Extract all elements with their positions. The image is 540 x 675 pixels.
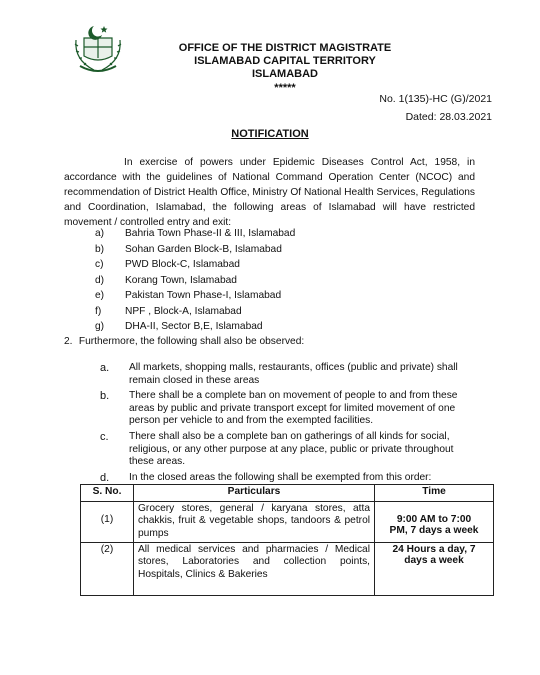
- list-item: [95, 257, 295, 273]
- list-letter: f): [95, 305, 102, 317]
- observation-text: All markets, shopping malls, restaurants, offices (public and private) shall remain closed in these areas: [129, 362, 458, 386]
- exemptions-table: [80, 484, 494, 596]
- cell-time: [375, 543, 494, 596]
- time-line-1: 24 Hours a day, 7: [392, 544, 476, 555]
- area-name: Sohan Garden Block-B, Islamabad: [125, 243, 282, 255]
- table-header-row: [81, 485, 494, 502]
- list-letter: c.: [100, 430, 109, 443]
- list-letter: d.: [100, 471, 110, 484]
- table-row: [81, 543, 494, 596]
- table-row: [81, 502, 494, 543]
- area-name: Korang Town, Islamabad: [125, 274, 237, 286]
- restricted-areas-list: [95, 226, 295, 335]
- office-city: ISLAMABAD: [252, 68, 318, 80]
- observation-text: There shall be a complete ban on movement of people to and from these areas by public and private transport except for limited movement of one person per vehicle to and from the exempted facilities.: [129, 390, 458, 427]
- cell-sno: (1): [81, 502, 134, 543]
- time-line-2: days a week: [404, 555, 464, 566]
- list-letter: b.: [100, 390, 110, 403]
- list-letter: a.: [100, 362, 110, 374]
- list-item: [95, 242, 295, 258]
- cell-particulars: Grocery stores, general / karyana stores, atta chakkis, fruit & vegetable shops, tandoors & petrol pumps: [134, 502, 375, 543]
- list-item: [100, 362, 475, 387]
- observation-text: In the closed areas the following shall be exempted from this order:: [129, 471, 432, 483]
- list-letter: d): [95, 274, 105, 286]
- paragraph-number: 2.: [64, 336, 73, 347]
- list-item: [95, 319, 295, 335]
- list-item: [95, 304, 295, 320]
- list-letter: b): [95, 243, 105, 255]
- header-stars: *****: [274, 82, 296, 94]
- time-line-2: PM, 7 days a week: [389, 525, 479, 536]
- notification-date: Dated: 28.03.2021: [405, 111, 492, 123]
- column-header-sno: S. No.: [81, 485, 134, 502]
- paragraph-2: [64, 336, 304, 347]
- area-name: Pakistan Town Phase-I, Islamabad: [125, 290, 282, 301]
- list-item: [95, 226, 295, 242]
- list-letter: c): [95, 259, 104, 270]
- reference-number: No. 1(135)-HC (G)/2021: [379, 93, 492, 105]
- list-letter: g): [95, 321, 105, 332]
- list-item: [95, 273, 295, 289]
- list-item: [95, 288, 295, 304]
- time-line-1: 9:00 AM to 7:00: [396, 514, 472, 525]
- intro-paragraph: In exercise of powers under Epidemic Diseases Control Act, 1958, in accordance with the guidelines of National Command Operation Center (NCOC) and recommendation of District Health Office, Ministry Of National Health Services, Regulations and Coordination, Islamabad, the following areas of Islamabad will have restricted movement / controlled entry and exit:: [64, 157, 475, 229]
- observation-text: There shall also be a complete ban on gatherings of all kinds for social, religious, or any other purpose at any place, public or private throughout these areas.: [129, 430, 454, 468]
- area-name: DHA-II, Sector B,E, Islamabad: [125, 321, 263, 332]
- cell-particulars: All medical services and pharmacies / Medical stores, Laboratories and collection points, Hospitals, Clinics & Bakeries: [134, 543, 375, 596]
- list-item: [100, 431, 475, 469]
- column-header-time: Time: [375, 485, 494, 502]
- list-letter: e): [95, 290, 105, 301]
- area-name: PWD Block-C, Islamabad: [125, 259, 240, 270]
- list-letter: a): [95, 228, 105, 239]
- area-name: NPF , Block-A, Islamabad: [125, 305, 242, 317]
- column-header-particulars: Particulars: [134, 485, 375, 502]
- cell-sno: (2): [81, 543, 134, 596]
- notification-heading: NOTIFICATION: [231, 128, 309, 140]
- office-title: OFFICE OF THE DISTRICT MAGISTRATE: [178, 42, 392, 54]
- area-name: Bahria Town Phase-II & III, Islamabad: [125, 228, 296, 239]
- cell-time: [375, 502, 494, 543]
- office-territory: ISLAMABAD CAPITAL TERRITORY: [194, 55, 376, 67]
- paragraph-2-text: Furthermore, the following shall also be observed:: [78, 336, 305, 347]
- pakistan-emblem-icon: [70, 20, 126, 76]
- list-item: [100, 472, 475, 485]
- list-item: [100, 390, 475, 428]
- observations-list: [100, 362, 475, 484]
